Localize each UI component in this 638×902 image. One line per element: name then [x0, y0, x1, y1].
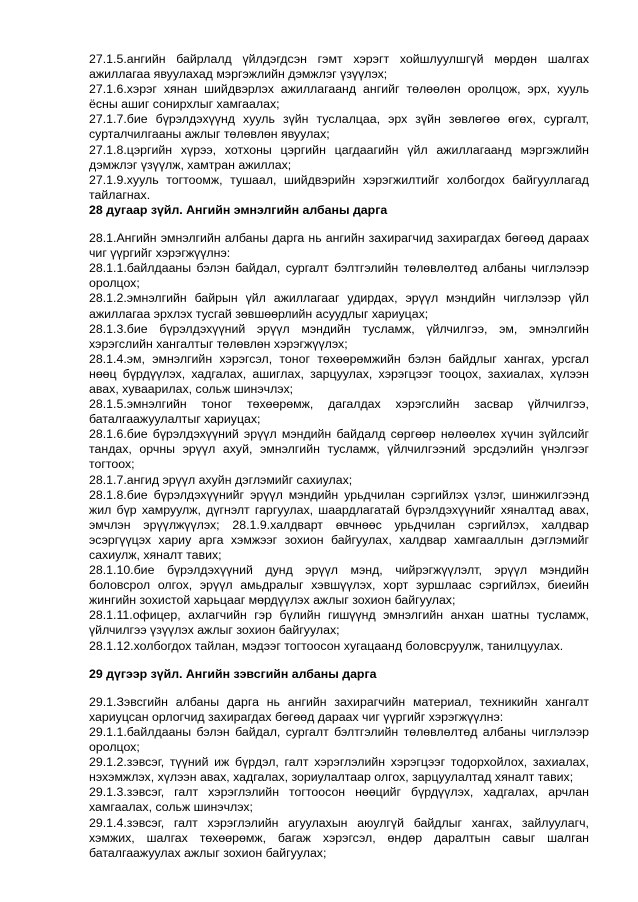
spacer [89, 682, 589, 695]
paragraph: 27.1.7.бие бүрэлдэхүүнд хууль зүйн туслалцаа, эрх зүйн зөвлөгөө өгөх, сургалт, сурталчилгааны ажлыг төлөвлөн явуулах; [89, 112, 589, 142]
paragraph: 29.1.Зэвсгийн албаны дарга нь ангийн захирагчийн материал, техникийн хангалт хариуцсан орлогчид захирагдах бөгөөд дараах чиг үүргийг хэрэгжүүлнэ: [89, 694, 589, 724]
paragraph: 27.1.8.цэргийн хүрээ, хотхоны цэргийн цагдаагийн үйл ажиллагаанд мэргэжлийн дэмжлэг үзүүлж, хамтран ажиллах; [89, 142, 589, 172]
spacer [89, 654, 589, 667]
paragraph: 28.1.1.байлдааны бэлэн байдал, сургалт бэлтгэлийн төлөвлөлтөд албаны чиглэлээр оролцох; [89, 261, 589, 291]
paragraph: 29.1.3.зэвсэг, галт хэрэглэлийн тогтоосон нөөцийг бүрдүүлэх, хадгалах, арчлан хамгаалах, сольж шинэчлэх; [89, 785, 589, 815]
section-heading-29: 29 дүгээр зүйл. Ангийн зэвсгийн албаны дарга [89, 666, 377, 681]
paragraph: 29.1.1.байлдааны бэлэн байдал, сургалт бэлтгэлийн төлөвлөлтөд албаны чиглэлээр оролцох; [89, 724, 589, 755]
spacer [89, 218, 589, 231]
paragraph: 28.1.8.бие бүрэлдэхүүнийг эрүүл мэндийн урьдчилан сэргийлэх үзлэг, шинжилгээнд жил бүр хамруулж, дүгнэлт гаргуулах, шаардлагатай бүрэлдэхүүнийг хяналтад авах, эмчлэн эрүүлжүүлэх; 28.1.9.халдварт өвчнөөс урьдчилан сэргийлэх, халдвар эсэргүүцэх хариу арга хэмжээг зохион байгуулах, халдвар хамгааллын дэглэмийг сахиулж, хяналт тавих; [89, 487, 589, 562]
paragraph: 27.1.6.хэрэг хянан шийдвэрлэх ажиллагаанд ангийг төлөөлөн оролцож, эрх, хууль ёсны ашиг сонирхлыг хамгаалах; [89, 82, 589, 112]
paragraph: 28.1.5.эмнэлгийн тоног төхөөрөмж, дагалдах хэрэгслийн засвар үйлчилгээ, баталгаажуулалтыг хариуцах; [89, 397, 589, 427]
paragraph: 28.1.4.эм, эмнэлгийн хэрэгсэл, тоног төхөөрөмжийн бэлэн байдлыг хангах, урсгал нөөц бүрдүүлэх, хадгалах, ашиглах, зарцуулах, хэрэгцээг тооцох, захиалах, хүлээн авах, хуваарилах, сольж шинэчлэх; [89, 351, 589, 396]
paragraph: 28.1.7.ангид эрүүл ахуйн дэглэмийг сахиулах; [89, 472, 353, 487]
paragraph: 28.1.6.бие бүрэлдэхүүний эрүүл мэндийн байдалд сөргөөр нөлөөлөх хүчин зүйлсийг тандах, орчны эрүүл ахуй, эмнэлгийн тусламж, үйлчилгээний эрсдэлийн үнэлгээг тогтоох; [89, 427, 589, 472]
paragraph: 28.1.2.эмнэлгийн байрын үйл ажиллагааг удирдах, эрүүл мэндийн чиглэлээр үйл ажиллагаа эрхлэх тусгай зөвшөөрлийн асуудлыг хариуцах; [89, 291, 589, 321]
paragraph: 28.1.12.холбогдох тайлан, мэдээг тогтоосон хугацаанд боловсруулж, танилцуулах. [89, 638, 564, 653]
section-heading-28: 28 дугаар зүйл. Ангийн эмнэлгийн албаны дарга [89, 202, 388, 217]
paragraph: 29.1.2.зэвсэг, түүний иж бүрдэл, галт хэрэглэлийн хэрэгцээг тодорхойлох, захиалах, нэхэмжлэх, хүлээн авах, хадгалах, зориулалтаар олгох, зарцуулалтад хяналт тавих; [89, 755, 589, 785]
paragraph: 28.1.11.офицер, ахлагчийн гэр бүлийн гишүүнд эмнэлгийн анхан шатны тусламж, үйлчилгээ үзүүлэх ажлыг зохион байгуулах; [89, 608, 589, 638]
paragraph: 29.1.4.зэвсэг, галт хэрэглэлийн агуулахын аюулгүй байдлыг хангах, зайлуулагч, хэмжих, шалгах төхөөрөмж, багаж хэрэгсэл, өндөр даралтын савыг шалган баталгаажуулах ажлыг зохион байгуулах; [89, 815, 589, 860]
paragraph: 28.1.Ангийн эмнэлгийн албаны дарга нь ангийн захирагчид захирагдах бөгөөд дараах чиг үүргийг хэрэгжүүлнэ: [89, 231, 589, 261]
paragraph: 28.1.3.бие бүрэлдэхүүний эрүүл мэндийн тусламж, үйлчилгээ, эм, эмнэлгийн хэрэгслийн хангалтыг төлөвлөн хэрэгжүүлэх; [89, 321, 589, 351]
paragraph: 27.1.5.ангийн байрлалд үйлдэгдсэн гэмт хэрэгт хойшлуулшгүй мөрдөн шалгах ажиллагаа явуулахад мэргэжлийн дэмжлэг үзүүлэх; [89, 52, 589, 82]
paragraph: 28.1.10.бие бүрэлдэхүүний дунд эрүүл мэнд, чийрэгжүүлэлт, эрүүл мэндийн боловсрол олгох, эрүүл амьдралыг хэвшүүлэх, хорт зуршлаас сэргийлэх, биеийн жингийн зохистой харьцааг мөрдүүлэх ажлыг зохион байгуулах; [89, 563, 589, 608]
paragraph: 27.1.9.хууль тогтоомж, тушаал, шийдвэрийн хэрэгжилтийг холбогдох байгууллагад тайлагнах. [89, 172, 589, 202]
document-page [89, 52, 589, 861]
